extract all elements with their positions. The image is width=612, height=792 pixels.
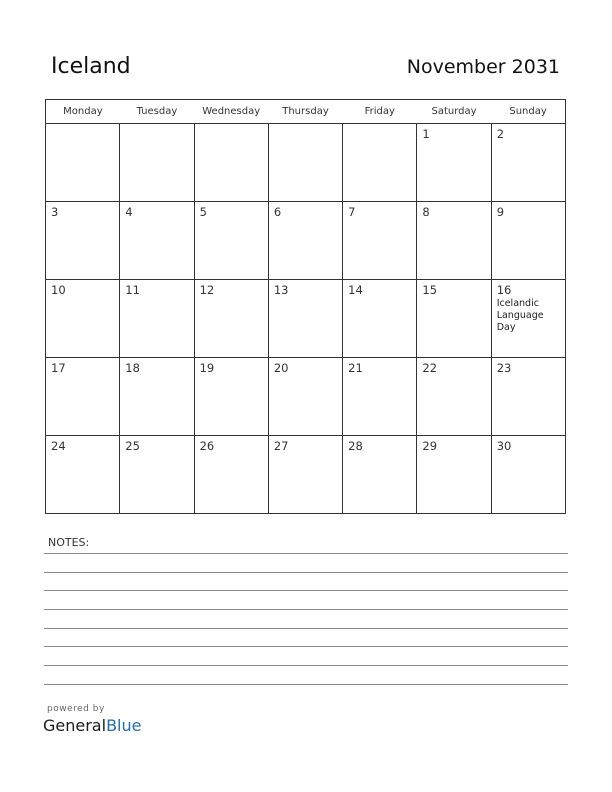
- weekday-thursday: Thursday: [268, 100, 342, 124]
- day-cell: [268, 436, 342, 514]
- day-cell: [491, 202, 565, 280]
- day-cell: [46, 436, 120, 514]
- note-line: [44, 628, 568, 629]
- day-cell: [46, 124, 120, 202]
- notes-label: NOTES:: [48, 536, 90, 549]
- day-cell: [343, 202, 417, 280]
- day-number: 20: [273, 361, 289, 375]
- day-number: 27: [273, 439, 289, 453]
- day-cell: [268, 280, 342, 358]
- weekday-sunday: Sunday: [491, 100, 565, 124]
- day-number: 5: [199, 205, 207, 219]
- day-number: 6: [273, 205, 282, 219]
- day-number: 2: [496, 127, 505, 141]
- day-number: [120, 124, 193, 127]
- day-cell: [491, 124, 565, 202]
- weekday-saturday: Saturday: [417, 100, 491, 124]
- country-title: Iceland: [51, 54, 131, 79]
- week-row: [46, 124, 566, 202]
- generalblue-logo[interactable]: [43, 716, 141, 735]
- day-cell: [491, 436, 565, 514]
- day-number: 16: [496, 283, 512, 297]
- day-number: 3: [51, 205, 59, 219]
- day-number: 12: [199, 283, 215, 297]
- day-cell: [120, 202, 194, 280]
- day-cell: [120, 436, 194, 514]
- day-number: 26: [199, 439, 215, 453]
- day-number: 14: [348, 283, 363, 297]
- day-cell: [46, 358, 120, 436]
- day-number: [46, 124, 119, 127]
- day-cell: [417, 202, 491, 280]
- day-number: 10: [51, 283, 66, 297]
- day-cell: [120, 124, 194, 202]
- day-number: 4: [125, 205, 133, 219]
- weekday-wednesday: Wednesday: [194, 100, 268, 124]
- day-cell: [343, 436, 417, 514]
- note-line: [44, 665, 568, 666]
- day-number: 17: [51, 361, 66, 375]
- day-cell: [194, 280, 268, 358]
- day-cell: [417, 280, 491, 358]
- day-cell: [417, 358, 491, 436]
- day-cell: [417, 436, 491, 514]
- week-row: [46, 280, 566, 358]
- day-cell: [417, 124, 491, 202]
- weekday-monday: Monday: [46, 100, 120, 124]
- day-number: 15: [422, 283, 438, 297]
- day-number: 1: [422, 127, 430, 141]
- day-cell: [491, 358, 565, 436]
- day-number: 9: [496, 205, 505, 219]
- day-number: 8: [422, 205, 430, 219]
- day-cell: [194, 358, 268, 436]
- day-number: 7: [348, 205, 356, 219]
- week-row: [46, 358, 566, 436]
- note-line: [44, 684, 568, 685]
- day-cell: [491, 280, 565, 358]
- day-number: 13: [273, 283, 289, 297]
- weekday-friday: Friday: [343, 100, 417, 124]
- weekday-tuesday: Tuesday: [120, 100, 194, 124]
- day-cell: [268, 358, 342, 436]
- powered-by-text: powered by: [47, 704, 105, 714]
- day-number: 24: [51, 439, 66, 453]
- day-cell: [120, 358, 194, 436]
- day-number: [343, 124, 416, 127]
- note-line: [44, 572, 568, 573]
- weekday-header-row: [46, 100, 566, 124]
- day-number: 29: [422, 439, 438, 453]
- day-cell: [120, 280, 194, 358]
- week-row: [46, 436, 566, 514]
- day-number: 30: [496, 439, 512, 453]
- brand-blue: Blue: [106, 716, 142, 735]
- holiday-label: Icelandic Language Day: [496, 298, 544, 333]
- day-cell: [343, 280, 417, 358]
- day-number: 22: [422, 361, 438, 375]
- day-cell: [343, 358, 417, 436]
- month-year-title: November 2031: [406, 56, 560, 78]
- day-number: [195, 124, 268, 127]
- day-cell: [194, 124, 268, 202]
- day-cell: [194, 436, 268, 514]
- day-number: 18: [125, 361, 140, 375]
- day-cell: [268, 124, 342, 202]
- note-line: [44, 590, 568, 591]
- note-line: [44, 646, 568, 647]
- day-number: [269, 124, 342, 127]
- calendar-grid: [45, 99, 566, 514]
- note-line: [44, 609, 568, 610]
- day-cell: [194, 202, 268, 280]
- day-cell: [268, 202, 342, 280]
- day-number: 25: [125, 439, 140, 453]
- day-cell: [343, 124, 417, 202]
- day-cell: [46, 202, 120, 280]
- brand-general: General: [43, 716, 107, 735]
- note-line: [44, 553, 568, 554]
- day-number: 11: [125, 283, 140, 297]
- day-number: 23: [496, 361, 512, 375]
- day-cell: [46, 280, 120, 358]
- day-number: 21: [348, 361, 363, 375]
- day-number: 19: [199, 361, 215, 375]
- day-number: 28: [348, 439, 363, 453]
- week-row: [46, 202, 566, 280]
